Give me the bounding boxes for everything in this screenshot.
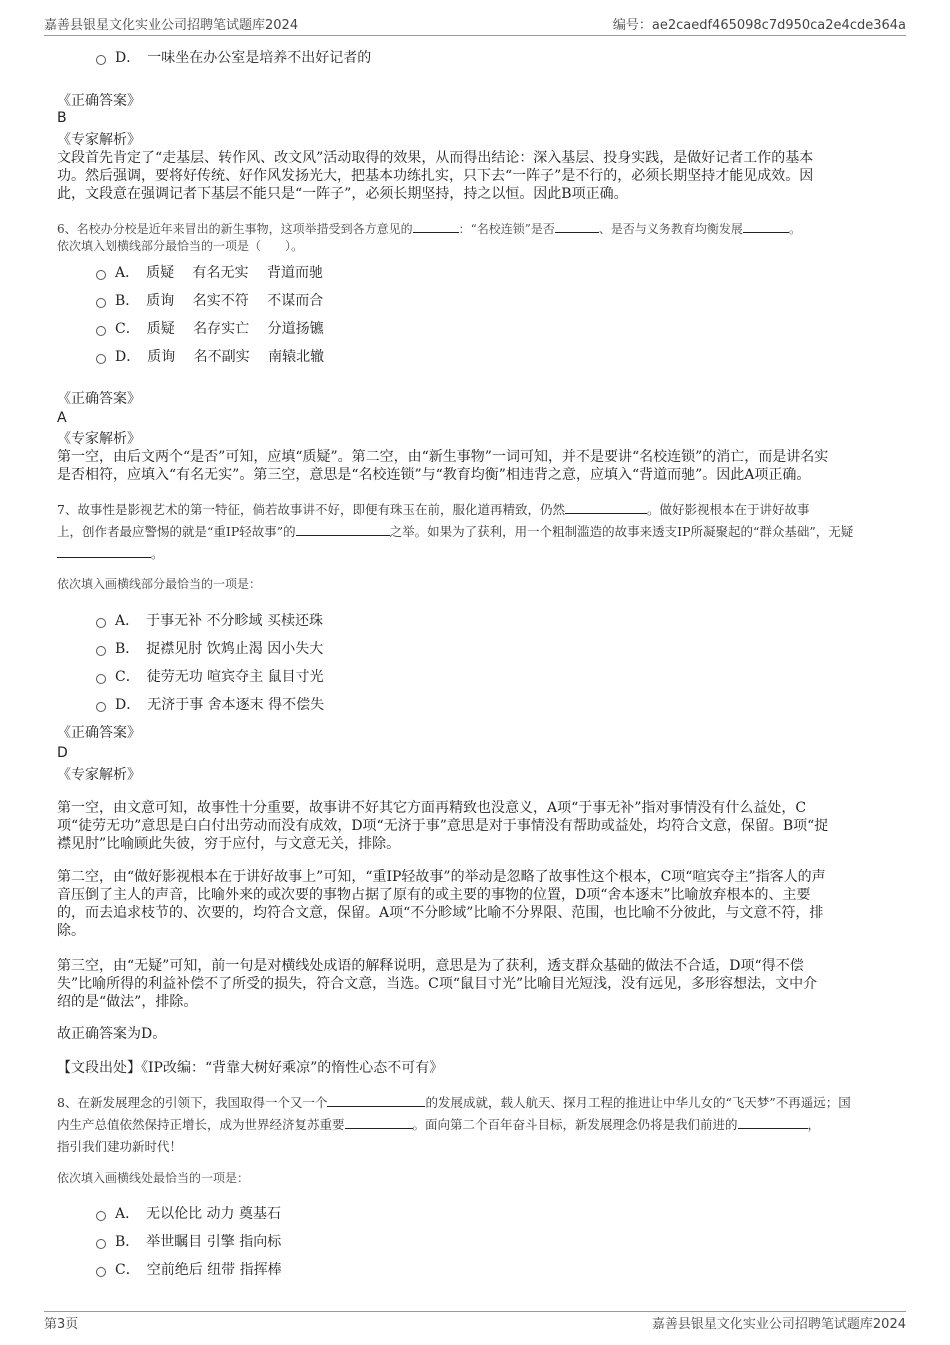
q7-option-c-label: C． 徒劳无功 喧宾夺主 鼠目寸光 bbox=[115, 669, 324, 685]
q6-analysis-line: 是否相符，应填入“有名无实”。第三空，意思是“名校连锁”与“教育均衡”相违背之意，应填入“背道而驰”。因此A项正确。 bbox=[57, 467, 811, 483]
q7-option-c[interactable] bbox=[96, 665, 324, 687]
q7-source: 【文段出处】《IP改编：“背靠大树好乘凉”的惰性心态不可有》 bbox=[57, 1060, 444, 1076]
blank-line bbox=[296, 523, 390, 536]
radio-icon[interactable] bbox=[96, 298, 106, 308]
q5-answer-label: 《正确答案》 bbox=[57, 93, 141, 109]
q7-option-b[interactable] bbox=[96, 637, 323, 659]
radio-icon[interactable] bbox=[96, 270, 106, 280]
q7-stem-line3: 。 bbox=[57, 543, 885, 565]
q6-stem-line2: 依次填入划横线部分最恰当的一项是（ ）。 bbox=[57, 239, 304, 253]
q7-answer-label: 《正确答案》 bbox=[57, 725, 141, 741]
radio-icon[interactable] bbox=[96, 326, 106, 336]
q7-analysis-p3 bbox=[57, 957, 885, 1011]
radio-icon[interactable] bbox=[96, 1239, 106, 1249]
blank-line bbox=[413, 220, 459, 233]
q7-stem-line2: 上，创作者最应警惕的就是“重IP轻故事”的 之举。如果为了获利，用一个粗制滥造的故事来透支IP所凝聚起的“群众基础”，无疑 bbox=[57, 524, 854, 539]
q7-option-d-label: D． 无济于事 舍本逐末 得不偿失 bbox=[115, 697, 325, 713]
q7-analysis-line: 的，而去追求枝节的、次要的，均符合文意，保留。A项“不分畛域”比喻不分界限、范围，也比喻不分彼此，与文意不符，排 bbox=[57, 905, 824, 921]
q6-option-b[interactable] bbox=[96, 289, 323, 311]
q6-stem-line1: 6、名校办分校是近年来冒出的新生事物，这项举措受到各方意见的 ：“名校连锁”是否 、是否与义务教育均衡发展 。 bbox=[57, 222, 801, 236]
q7-analysis-line: 音压倒了主人的声音，比喻外来的或次要的事物占据了原有的或主要的事物的位置，D项“舍本逐末”比喻放弃根本的、主要 bbox=[57, 887, 811, 903]
q8-stem-line2: 内生产总值依然保持正增长，成为世界经济复苏重要 。面向第二个百年奋斗目标，新发展理念仍将是我们前进的 ， bbox=[57, 1117, 821, 1132]
radio-icon[interactable] bbox=[96, 674, 106, 684]
q7-analysis-label: 《专家解析》 bbox=[57, 767, 141, 783]
q7-analysis-p1 bbox=[57, 799, 885, 853]
q7-answer: D bbox=[57, 745, 68, 761]
q6-option-a[interactable] bbox=[96, 261, 323, 283]
page-number: 第3页 bbox=[44, 1317, 79, 1332]
q6-option-d-label: D． 质询 名不副实 南辕北辙 bbox=[115, 349, 325, 365]
q5-analysis-line: 文段首先肯定了“走基层、转作风、改文风”活动取得的效果，从而得出结论：深入基层、投身实践，是做好记者工作的基本 bbox=[57, 150, 814, 166]
q5-analysis-line: 此，文段意在强调记者下基层不能只是“一阵子”，必须长期坚持，持之以恒。因此B项正确。 bbox=[57, 186, 628, 202]
footer-divider bbox=[44, 1311, 906, 1312]
blank-line bbox=[327, 1094, 425, 1107]
q8-option-c[interactable] bbox=[96, 1258, 282, 1280]
q6-analysis-line: 第一空，由后文两个“是否”可知，应填“质疑”。第二空，由“新生事物”一词可知，并不是要讲“名校连锁”的消亡，而是讲名实 bbox=[57, 449, 829, 465]
q6-option-c-label: C． 质疑 名存实亡 分道扬镳 bbox=[115, 321, 324, 337]
blank-line bbox=[345, 1116, 413, 1129]
q7-analysis-line: 失”比喻所得的利益补偿不了所受的损失，符合文意，当选。C项“鼠目寸光”比喻目光短浅，没有远见，多形容想法，文中介 bbox=[57, 976, 818, 992]
radio-icon[interactable] bbox=[96, 646, 106, 656]
q7-analysis-line: 第二空，由“做好影视根本在于讲好故事上”可知，“重IP轻故事”的举动是忽略了故事性这个根本，C项“喧宾夺主”指客人的声 bbox=[57, 869, 826, 885]
q6-answer-label: 《正确答案》 bbox=[57, 391, 141, 407]
radio-icon[interactable] bbox=[96, 1211, 106, 1221]
radio-icon[interactable] bbox=[96, 702, 106, 712]
q6-option-c[interactable] bbox=[96, 317, 324, 339]
radio-icon[interactable] bbox=[96, 618, 106, 628]
q7-conclusion: 故正确答案为D。 bbox=[57, 1026, 167, 1042]
header-serial: 编号：ae2caedf465098c7d950ca2e4cde364a bbox=[612, 18, 906, 33]
radio-icon[interactable] bbox=[96, 1267, 106, 1277]
blank-line bbox=[555, 220, 599, 233]
blank-line bbox=[565, 501, 647, 514]
q6-analysis bbox=[57, 448, 885, 484]
q7-stem bbox=[57, 499, 885, 565]
q7-analysis-line: 项“徒劳无功”意思是白白付出劳动而没有成效，D项“无济于事”意思是对于事情没有帮助或益处，均符合文意，保留。B项“捉 bbox=[57, 818, 829, 834]
q7-option-d[interactable] bbox=[96, 693, 324, 715]
q8-option-b[interactable] bbox=[96, 1230, 281, 1252]
radio-icon[interactable] bbox=[96, 354, 106, 364]
header-title: 嘉善县银星文化实业公司招聘笔试题库2024 bbox=[44, 18, 299, 33]
q6-answer: A bbox=[57, 410, 67, 426]
q5-answer: B bbox=[57, 110, 67, 126]
q7-analysis-line: 绍的是“做法”，排除。 bbox=[57, 994, 198, 1010]
q8-option-b-label: B． 举世瞩目 引擎 指向标 bbox=[115, 1234, 282, 1250]
q8-stem-line3: 指引我们建功新时代！ bbox=[57, 1139, 183, 1154]
q5-analysis bbox=[57, 149, 885, 203]
blank-line bbox=[738, 1116, 808, 1129]
q8-stem-line1: 8、在新发展理念的引领下，我国取得一个又一个 的发展成就，载人航天、探月工程的推进让中华儿女的“飞天梦”不再遥远；国 bbox=[57, 1095, 851, 1110]
radio-icon[interactable] bbox=[96, 55, 106, 65]
q7-analysis-line: 襟见肘”比喻顾此失彼，穷于应付，与文意无关，排除。 bbox=[57, 836, 401, 852]
q6-analysis-label: 《专家解析》 bbox=[57, 431, 141, 447]
q7-analysis-line: 第三空，由“无疑”可知，前一句是对横线处成语的解释说明，意思是为了获利，透支群众基础的做法不合适，D项“得不偿 bbox=[57, 958, 804, 974]
footer-title: 嘉善县银星文化实业公司招聘笔试题库2024 bbox=[651, 1317, 906, 1332]
q7-analysis-line: 除。 bbox=[57, 923, 85, 939]
q5-option-d[interactable] bbox=[96, 46, 371, 68]
q8-stem bbox=[57, 1092, 885, 1158]
q6-option-a-label: A． 质疑 有名无实 背道而驰 bbox=[115, 265, 324, 281]
q7-option-a[interactable] bbox=[96, 609, 323, 631]
q6-option-d[interactable] bbox=[96, 345, 324, 367]
q5-option-d-label: D． 一味坐在办公室是培养不出好记者的 bbox=[115, 50, 372, 66]
q5-analysis-label: 《专家解析》 bbox=[57, 132, 141, 148]
q7-analysis-p2 bbox=[57, 868, 885, 940]
q8-option-c-label: C． 空前绝后 纽带 指挥棒 bbox=[115, 1262, 282, 1278]
q7-option-b-label: B． 捉襟见肘 饮鸩止渴 因小失大 bbox=[115, 641, 324, 657]
q7-option-a-label: A． 于事无补 不分畛域 买椟还珠 bbox=[115, 613, 324, 629]
blank-line bbox=[57, 545, 151, 558]
blank-line bbox=[743, 220, 789, 233]
q6-option-b-label: B． 质询 名实不符 不谋而合 bbox=[115, 293, 324, 309]
q6-stem bbox=[57, 220, 885, 255]
q7-analysis-line: 第一空，由文意可知，故事性十分重要，故事讲不好其它方面再精致也没意义，A项“于事无补”指对事情没有什么益处，C bbox=[57, 800, 807, 816]
q7-prompt: 依次填入画横线部分最恰当的一项是： bbox=[57, 577, 262, 591]
header-divider bbox=[44, 35, 906, 36]
q8-prompt: 依次填入画横线处最恰当的一项是： bbox=[57, 1171, 250, 1185]
q5-analysis-line: 功。然后强调，要将好传统、好作风发扬光大，把基本功练扎实，只下去“一阵子”是不行的，必须长期坚持才能见成效。因 bbox=[57, 168, 814, 184]
q8-option-a-label: A． 无以伦比 动力 奠基石 bbox=[115, 1206, 282, 1222]
q8-option-a[interactable] bbox=[96, 1202, 281, 1224]
q7-stem-line1: 7、故事性是影视艺术的第一特征，倘若故事讲不好，即便有珠玉在前，服化道再精致，仍然 。做好影视根本在于讲好故事 bbox=[57, 502, 810, 517]
